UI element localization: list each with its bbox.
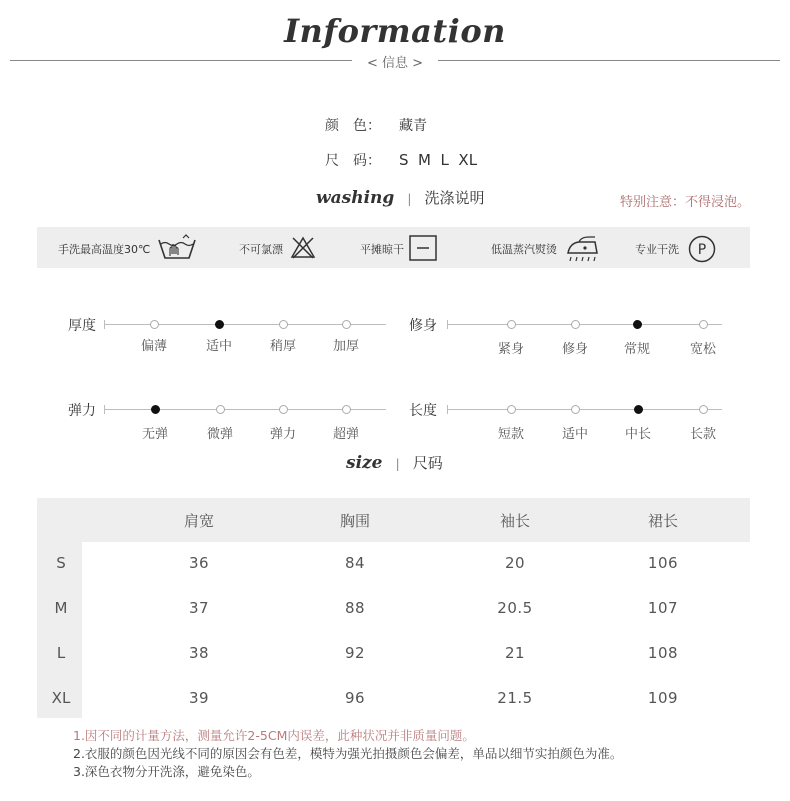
care-label-low-iron: 低温蒸汽熨烫: [491, 243, 557, 256]
care-label-hand-wash: 手洗最高温度30℃: [58, 243, 151, 256]
page-title: Information: [284, 12, 506, 50]
scale-dot-fit-0: [507, 320, 516, 329]
scale-dot-elasticity-1: [216, 405, 225, 414]
scale-option-length-2: 中长: [624, 427, 651, 442]
table-cell: 37: [188, 599, 210, 617]
scale-option-elasticity-0: 无弹: [141, 427, 168, 442]
washing-heading: [316, 187, 485, 208]
table-cell: 20.5: [497, 599, 533, 617]
table-row-label: M: [54, 599, 68, 617]
scale-title-thickness: 厚度: [68, 318, 96, 334]
scale-dot-length-2: [634, 405, 643, 414]
scale-line-fit: [447, 324, 722, 325]
scale-option-fit-3: 宽松: [689, 342, 716, 357]
size-title: 尺码: [412, 454, 443, 472]
scale-dot-fit-1: [571, 320, 580, 329]
scale-dot-elasticity-2: [279, 405, 288, 414]
washing-title: 洗涤说明: [424, 189, 485, 207]
table-header-3: 裙长: [647, 512, 678, 530]
size-label: 尺 码：: [325, 153, 381, 169]
scale-dot-fit-3: [699, 320, 708, 329]
scale-option-length-3: 长款: [689, 427, 716, 442]
scale-start-tick: [104, 405, 105, 414]
table-cell: 92: [344, 644, 366, 662]
table-cell: 107: [647, 599, 679, 617]
dry-clean-p-icon: [687, 234, 717, 264]
table-cell: 106: [647, 554, 679, 572]
table-cell: 39: [188, 689, 210, 707]
hand-wash-30-icon: [156, 234, 198, 262]
scale-option-length-0: 短款: [497, 427, 524, 442]
page-subtitle: < 信息 >: [0, 52, 790, 71]
table-header-1: 胸围: [339, 512, 370, 530]
table-cell: 21.5: [497, 689, 533, 707]
table-cell: 109: [647, 689, 679, 707]
scale-dot-elasticity-0: [151, 405, 160, 414]
scale-dot-length-3: [699, 405, 708, 414]
scale-option-fit-1: 修身: [561, 342, 588, 357]
scale-option-fit-2: 常规: [623, 342, 650, 357]
scale-dot-elasticity-3: [342, 405, 351, 414]
size-heading: [346, 452, 443, 473]
color-row: [325, 115, 427, 135]
scale-option-elasticity-1: 微弹: [206, 427, 233, 442]
scale-dot-length-1: [571, 405, 580, 414]
size-sep: |: [395, 457, 400, 471]
note-3: 3.深色衣物分开洗涤，避免染色。: [73, 764, 260, 779]
scale-dot-thickness-1: [215, 320, 224, 329]
care-label-no-bleach: 不可氯漂: [239, 243, 283, 256]
size-script: size: [346, 453, 383, 473]
dry-flat-icon: [408, 234, 438, 262]
table-cell: 21: [504, 644, 526, 662]
table-row-label: XL: [51, 689, 71, 707]
washing-warning: 特别注意：不得浸泡。: [620, 195, 751, 210]
scale-start-tick: [447, 405, 448, 414]
scale-start-tick: [104, 320, 105, 329]
color-label: 颜 色：: [325, 118, 381, 134]
scale-option-elasticity-3: 超弹: [332, 427, 359, 442]
no-bleach-icon: [290, 235, 316, 261]
table-cell: 84: [344, 554, 366, 572]
low-iron-steam-icon: [565, 233, 599, 263]
washing-sep: |: [407, 192, 412, 206]
note-2: 2.衣服的颜色因光线不同的原因会有色差，模特为强光拍摄颜色会偏差，单品以细节实拍颜色为准。: [73, 746, 623, 761]
color-value: 藏青: [399, 118, 427, 134]
table-header-0: 肩宽: [183, 512, 214, 530]
scale-dot-fit-2: [633, 320, 642, 329]
scale-option-thickness-3: 加厚: [332, 339, 359, 354]
care-label-dry-clean: 专业干洗: [635, 243, 679, 256]
size-row: [325, 150, 477, 170]
scale-dot-length-0: [507, 405, 516, 414]
scale-title-length: 长度: [409, 403, 437, 419]
scale-option-fit-0: 紧身: [497, 342, 524, 357]
scale-title-fit: 修身: [409, 318, 437, 334]
washing-script: washing: [316, 188, 395, 208]
table-cell: 20: [504, 554, 526, 572]
table-cell: 38: [188, 644, 210, 662]
care-label-dry-flat: 平摊晾干: [360, 243, 404, 256]
table-cell: 108: [647, 644, 679, 662]
scale-option-thickness-0: 偏薄: [140, 339, 167, 354]
table-row-label: S: [56, 554, 66, 572]
size-value: S M L XL: [399, 151, 478, 169]
scale-start-tick: [447, 320, 448, 329]
note-1: 1.因不同的计量方法，测量允许2-5CM内误差，此种状况并非质量问题。: [73, 728, 475, 743]
scale-option-elasticity-2: 弹力: [269, 427, 296, 442]
table-cell: 36: [188, 554, 210, 572]
table-cell: 88: [344, 599, 366, 617]
scale-title-elasticity: 弹力: [68, 403, 96, 419]
scale-option-length-1: 适中: [561, 427, 588, 442]
scale-dot-thickness-2: [279, 320, 288, 329]
scale-option-thickness-1: 适中: [205, 339, 232, 354]
table-header-2: 袖长: [499, 512, 530, 530]
scale-dot-thickness-3: [342, 320, 351, 329]
scale-option-thickness-2: 稍厚: [269, 339, 296, 354]
scale-dot-thickness-0: [150, 320, 159, 329]
svg-text:P: P: [697, 242, 707, 258]
scale-line-length: [447, 409, 722, 410]
table-cell: 96: [344, 689, 366, 707]
table-row-label: L: [56, 644, 66, 662]
